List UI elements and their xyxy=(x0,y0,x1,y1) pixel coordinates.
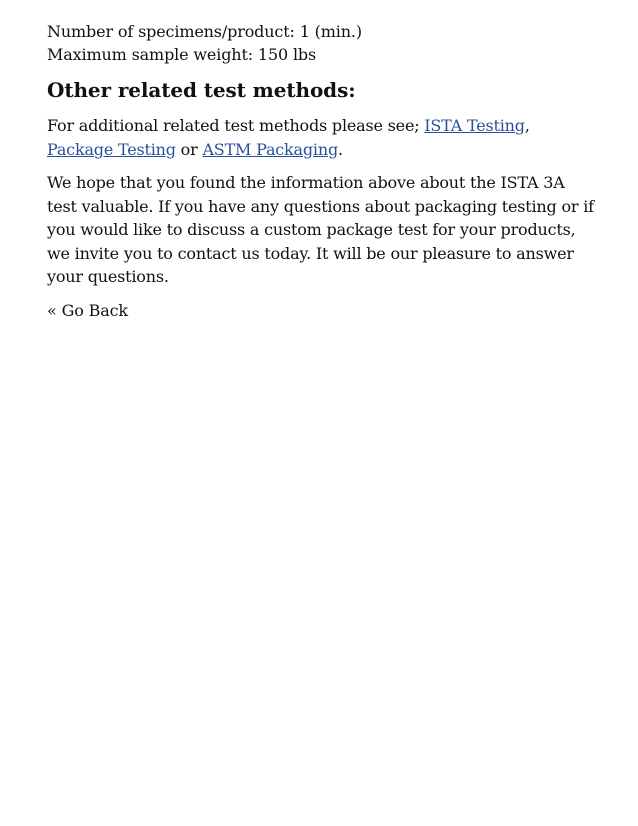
separator-text: or xyxy=(175,139,203,159)
go-back-link[interactable]: « Go Back xyxy=(47,300,128,320)
related-methods-heading: Other related test methods: xyxy=(47,78,356,102)
related-intro-text: For additional related test methods please see; xyxy=(47,116,425,135)
astm-packaging-link[interactable]: ASTM Packaging xyxy=(202,139,338,159)
period-text: . xyxy=(338,139,343,159)
ista-testing-link[interactable]: ISTA Testing xyxy=(424,116,525,135)
specimens-count-text: Number of specimens/product: 1 (min.) xyxy=(47,22,362,41)
package-testing-link[interactable]: Package Testing xyxy=(47,139,176,159)
closing-paragraph: We hope that you found the information above about the ISTA 3A test valuable. If you have any questions about packaging testing or if you would like to discuss a custom package test for your products, we invite you to contact us today. It will be our pleasure to answer your questions. xyxy=(47,173,594,286)
related-methods-paragraph xyxy=(47,114,598,161)
separator-text: , xyxy=(524,116,530,135)
max-sample-weight-text: Maximum sample weight: 150 lbs xyxy=(47,45,317,64)
